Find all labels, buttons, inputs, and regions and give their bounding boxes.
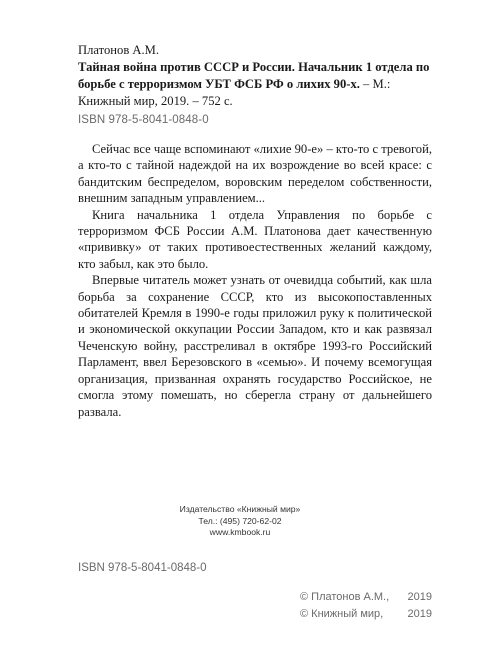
imprint: – М.: Книжный мир, 2019. – 752 с. (78, 77, 391, 108)
bibliographic-record (78, 42, 432, 110)
copyright-year: 2019 (407, 608, 432, 620)
abstract-paragraph: Впервые читатель может узнать от очевидца событий, как шла борьба за сохранение СССР, кто из высокопоставленных обитателей Кремля в 1990-е годы приложил руку к политической и экономической оккупации России Западом, кто и как развязал Чеченскую войну, расстреливал в октябре 1993-го Российский Парламент, ввел Березовского в «семью». И почему всемогущая организация, призванная охранять государство Российское, не смогла этому помешать, но сберегла страну от дальнейшего развала. (78, 273, 432, 419)
book-title: Тайная война против СССР и России. Начальник 1 отдела по борьбе с терроризмом УБТ ФСБ РФ о лихих 90-х. (78, 60, 430, 91)
publisher-info (0, 504, 480, 539)
copyright-block (300, 589, 432, 623)
abstract (78, 141, 432, 420)
publisher-name: Издательство «Книжный мир» (179, 504, 301, 514)
abstract-paragraph: Сейчас все чаще вспоминают «лихие 90-е» – кто-то с тревогой, а кто-то с тайной надеждой на их возрождение во всей красе: с бандитским беспределом, воровским переделом собственности, внешним западным управлением... (78, 142, 432, 206)
copyright-holder: © Платонов А.М., (300, 591, 390, 603)
copyright-line (300, 606, 432, 623)
abstract-paragraph: Книга начальника 1 отдела Управления по борьбе с терроризмом ФСБ России А.М. Платонова дает качественную «прививку» от таких противоестественных желаний каждому, кто забыл, как это было. (78, 207, 432, 271)
author-name: Платонов А.М. (78, 43, 159, 57)
isbn-bottom: ISBN 978-5-8041-0848-0 (78, 562, 207, 574)
publisher-website: www.kmbook.ru (209, 527, 271, 537)
copyright-year: 2019 (407, 591, 432, 603)
isbn-top: ISBN 978-5-8041-0848-0 (78, 114, 209, 126)
publisher-phone: Тел.: (495) 720-62-02 (198, 515, 282, 526)
copyright-line (300, 589, 432, 606)
copyright-holder: © Книжный мир, (300, 608, 384, 620)
